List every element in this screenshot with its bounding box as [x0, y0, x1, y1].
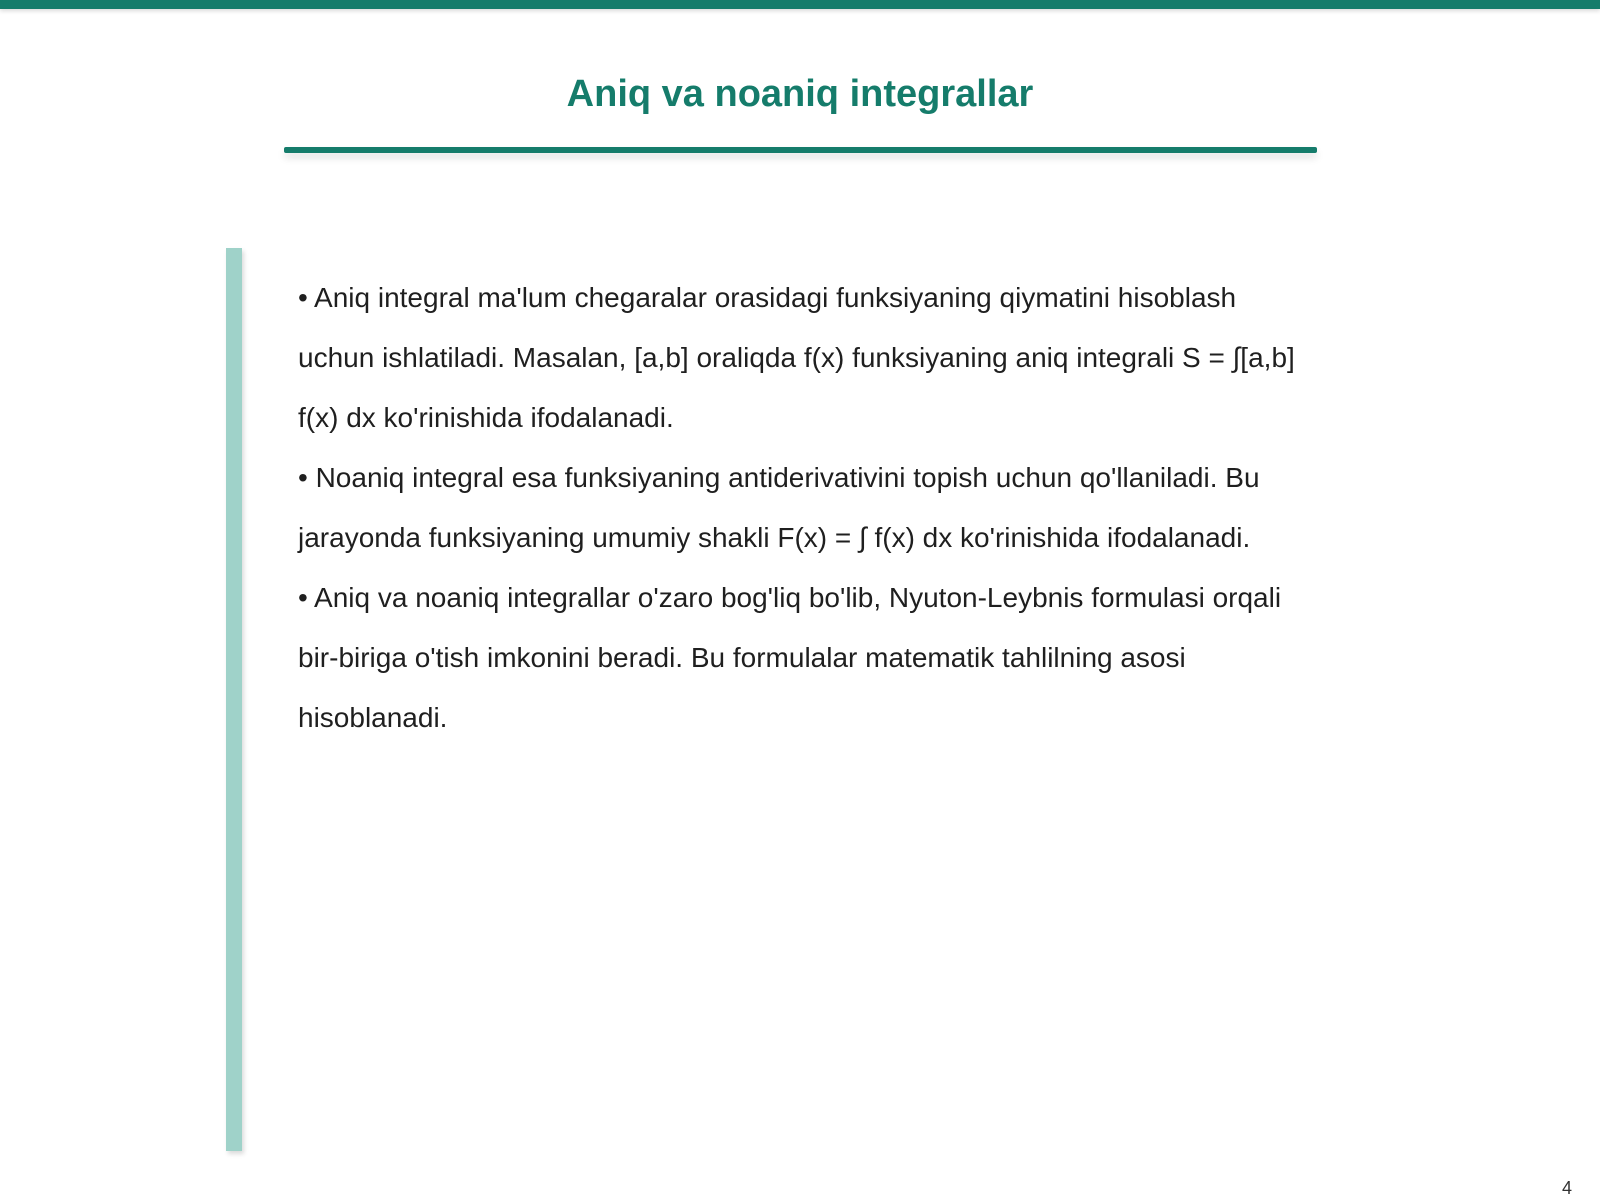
- slide-content: [298, 268, 1308, 748]
- title-underline: [284, 147, 1317, 153]
- bullet-item: • Aniq va noaniq integrallar o'zaro bog'liq bo'lib, Nyuton-Leybnis formulasi orqali bir-biriga o'tish imkonini beradi. Bu formulalar matematik tahlilning asosi hisoblanadi.: [298, 582, 1282, 733]
- content-side-bar: [226, 248, 242, 1151]
- slide-title: Aniq va noaniq integrallar: [566, 73, 1034, 115]
- top-accent-bar: [0, 0, 1600, 9]
- bullet-item: • Aniq integral ma'lum chegaralar orasidagi funksiyaning qiymatini hisoblash uchun ishlatiladi. Masalan, [a,b] oraliqda f(x) funksiyaning aniq integrali S = ∫[a,b] f(x) dx ko'rinishida ifodalanadi.: [298, 282, 1295, 433]
- bullet-item: • Noaniq integral esa funksiyaning antiderivativini topish uchun qo'llaniladi. Bu jarayonda funksiyaning umumiy shakli F(x) = ∫ f(x) dx ko'rinishida ifodalanadi.: [298, 462, 1260, 553]
- page-number: 4: [1561, 1178, 1572, 1198]
